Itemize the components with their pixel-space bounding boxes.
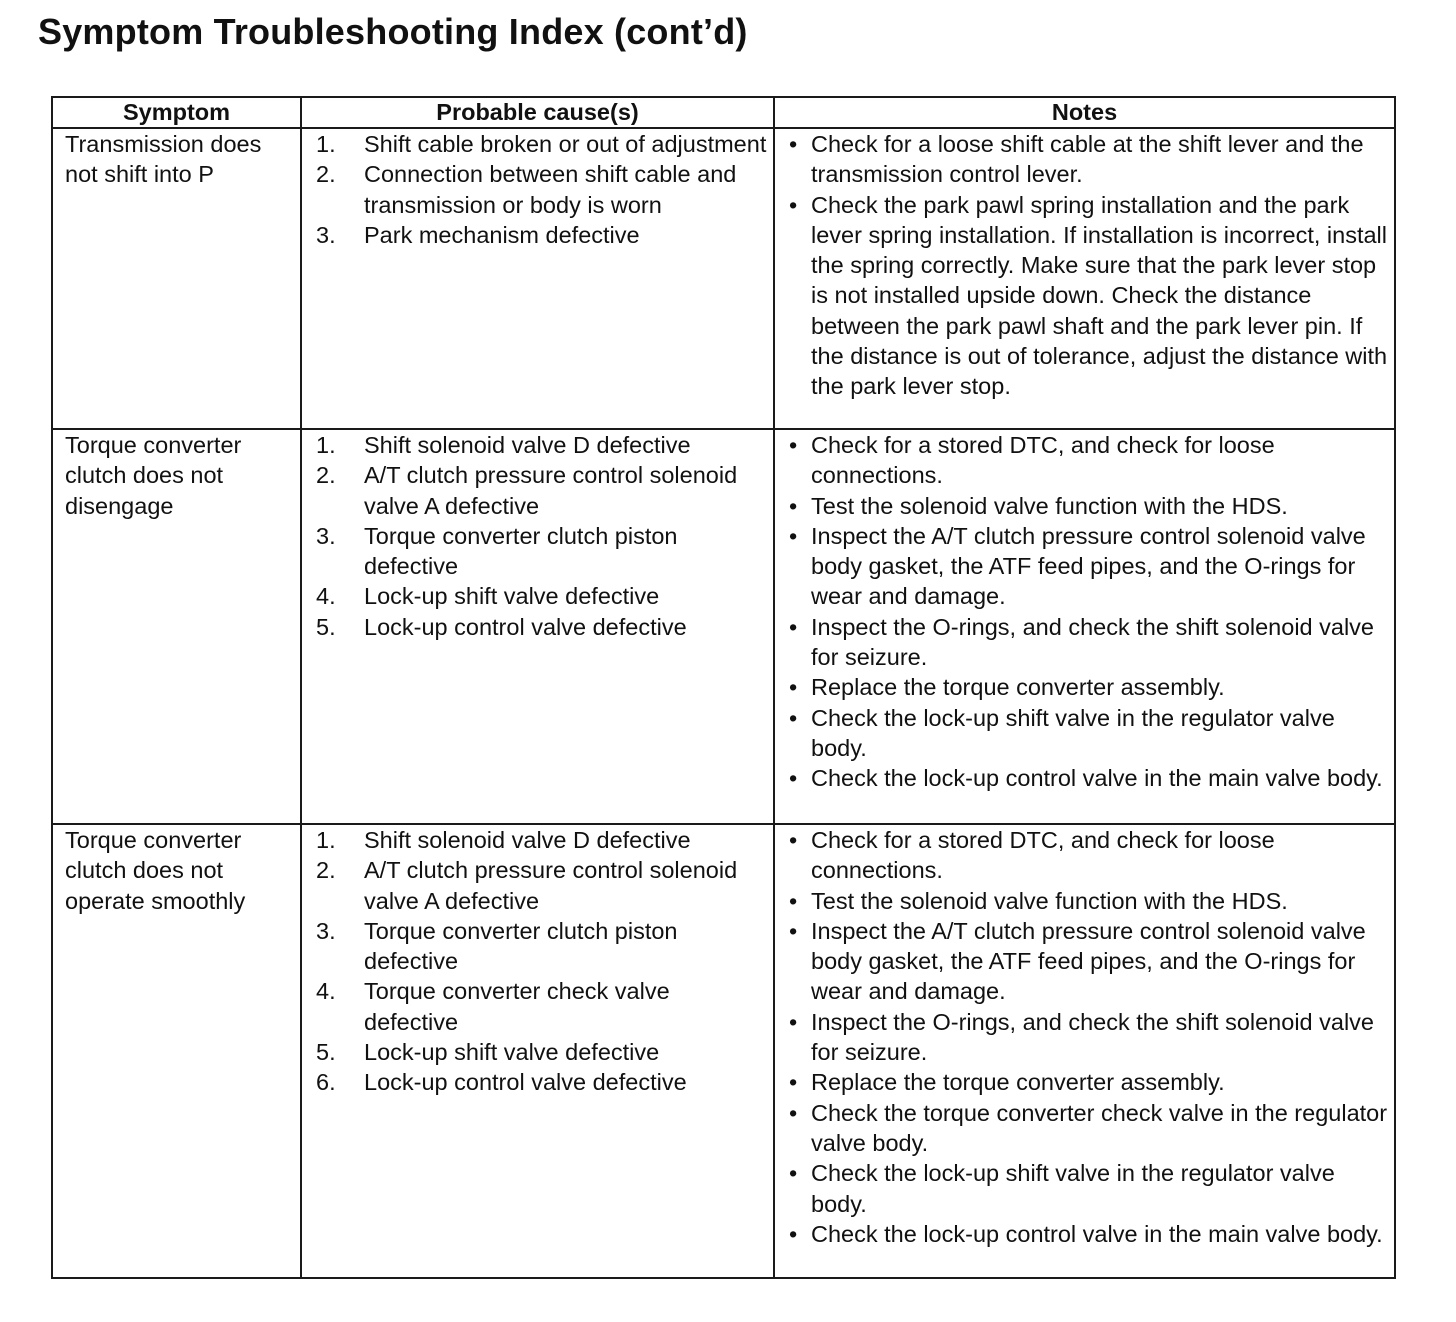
cause-number: 3. bbox=[316, 221, 336, 248]
cause-number: 5. bbox=[316, 613, 336, 640]
cause-number: 2. bbox=[316, 462, 336, 489]
notes-cell bbox=[774, 128, 1395, 429]
note-text: Check the lock-up control valve in the main valve body. bbox=[811, 1220, 1383, 1247]
cause-number: 1. bbox=[316, 432, 336, 458]
cause-text: Park mechanism defective bbox=[364, 221, 640, 248]
cause-text: Lock-up shift valve defective bbox=[364, 583, 660, 610]
troubleshooting-table bbox=[51, 96, 1396, 1279]
bullet-icon: • bbox=[789, 704, 798, 731]
note-item bbox=[787, 1067, 1388, 1097]
cause-text: Lock-up control valve defective bbox=[364, 613, 687, 640]
bullet-icon: • bbox=[789, 917, 798, 944]
notes-cell bbox=[774, 824, 1395, 1278]
note-item bbox=[787, 763, 1388, 793]
cause-number: 4. bbox=[316, 978, 336, 1005]
note-text: Check the lock-up control valve in the main valve body. bbox=[811, 765, 1383, 792]
page-title: Symptom Troubleshooting Index (cont’d) bbox=[38, 11, 748, 52]
symptom-cell: Torque converter clutch does not disengage bbox=[52, 429, 301, 824]
note-item bbox=[787, 825, 1388, 886]
cause-number: 4. bbox=[316, 583, 336, 610]
causes-list bbox=[316, 129, 767, 250]
bullet-icon: • bbox=[789, 827, 798, 853]
note-text: Inspect the O-rings, and check the shift solenoid valve for seizure. bbox=[811, 1008, 1375, 1066]
cause-item bbox=[316, 581, 767, 611]
note-item bbox=[787, 430, 1388, 491]
bullet-icon: • bbox=[789, 1099, 798, 1126]
note-text: Check the lock-up shift valve in the regulator valve body. bbox=[811, 704, 1335, 761]
bullet-icon: • bbox=[789, 492, 798, 519]
symptom-cell: Torque converter clutch does not operate smoothly bbox=[52, 824, 301, 1278]
cause-number: 3. bbox=[316, 917, 336, 944]
note-item bbox=[787, 916, 1388, 1007]
table-row bbox=[52, 824, 1395, 1278]
note-item bbox=[787, 1158, 1388, 1219]
cause-number: 1. bbox=[316, 131, 336, 157]
causes-cell bbox=[301, 824, 774, 1278]
cause-item bbox=[316, 1067, 767, 1097]
bullet-icon: • bbox=[789, 432, 798, 458]
header-symptom: Symptom bbox=[52, 97, 301, 128]
cause-text: Connection between shift cable and transmission or body is worn bbox=[364, 161, 737, 218]
header-notes: Notes bbox=[774, 97, 1395, 128]
notes-list bbox=[787, 129, 1388, 402]
notes-list bbox=[787, 430, 1388, 794]
note-item bbox=[787, 703, 1388, 764]
cause-item bbox=[316, 220, 767, 250]
note-text: Test the solenoid valve function with the HDS. bbox=[811, 887, 1288, 914]
cause-item bbox=[316, 612, 767, 642]
note-text: Inspect the A/T clutch pressure control solenoid valve body gasket, the ATF feed pipes, and the O-rings for wear and damage. bbox=[811, 522, 1366, 610]
header-probable-causes: Probable cause(s) bbox=[301, 97, 774, 128]
note-text: Check for a stored DTC, and check for loose connections. bbox=[811, 432, 1275, 489]
note-item bbox=[787, 190, 1388, 402]
note-text: Replace the torque converter assembly. bbox=[811, 674, 1225, 701]
cause-text: Shift solenoid valve D defective bbox=[364, 827, 691, 853]
cause-text: A/T clutch pressure control solenoid valve A defective bbox=[364, 857, 738, 914]
cause-number: 2. bbox=[316, 161, 336, 188]
note-text: Inspect the O-rings, and check the shift solenoid valve for seizure. bbox=[811, 613, 1375, 671]
note-item bbox=[787, 1219, 1388, 1249]
symptom-cell: Transmission does not shift into P bbox=[52, 128, 301, 429]
bullet-icon: • bbox=[789, 191, 798, 218]
table-header-row bbox=[52, 97, 1395, 128]
cause-number: 2. bbox=[316, 857, 336, 884]
table-row bbox=[52, 128, 1395, 429]
cause-text: Torque converter clutch piston defective bbox=[364, 522, 678, 580]
note-text: Check for a stored DTC, and check for loose connections. bbox=[811, 827, 1275, 884]
note-item bbox=[787, 672, 1388, 702]
notes-cell bbox=[774, 429, 1395, 824]
cause-text: Shift solenoid valve D defective bbox=[364, 432, 691, 458]
cause-number: 3. bbox=[316, 522, 336, 549]
bullet-icon: • bbox=[789, 1069, 798, 1096]
note-item bbox=[787, 1007, 1388, 1068]
note-text: Test the solenoid valve function with the HDS. bbox=[811, 492, 1288, 519]
note-text: Check for a loose shift cable at the shift lever and the transmission control lever. bbox=[811, 131, 1364, 188]
cause-item bbox=[316, 430, 767, 460]
note-text: Check the park pawl spring installation and the park lever spring installation. If installation is incorrect, install the spring correctly. Make sure that the park lever stop is not installed upside down. Check the distance between the park pawl shaft and the park lever pin. If the distance is out of tolerance, adjust the distance with the park lever stop. bbox=[811, 191, 1388, 400]
note-item bbox=[787, 129, 1388, 190]
bullet-icon: • bbox=[789, 1160, 798, 1187]
note-item bbox=[787, 886, 1388, 916]
cause-text: Shift cable broken or out of adjustment bbox=[364, 131, 767, 157]
cause-item bbox=[316, 825, 767, 855]
note-item bbox=[787, 1098, 1388, 1159]
cause-text: Lock-up shift valve defective bbox=[364, 1039, 660, 1066]
cause-text: Lock-up control valve defective bbox=[364, 1069, 687, 1096]
bullet-icon: • bbox=[789, 131, 798, 157]
cause-item bbox=[316, 916, 767, 977]
bullet-icon: • bbox=[789, 674, 798, 701]
cause-item bbox=[316, 460, 767, 521]
notes-list bbox=[787, 825, 1388, 1249]
cause-number: 1. bbox=[316, 827, 336, 853]
cause-item bbox=[316, 521, 767, 582]
bullet-icon: • bbox=[789, 887, 798, 914]
causes-cell bbox=[301, 429, 774, 824]
cause-text: Torque converter check valve defective bbox=[364, 978, 670, 1035]
cause-text: Torque converter clutch piston defective bbox=[364, 917, 678, 975]
note-text: Inspect the A/T clutch pressure control solenoid valve body gasket, the ATF feed pipes, and the O-rings for wear and damage. bbox=[811, 917, 1366, 1005]
note-text: Replace the torque converter assembly. bbox=[811, 1069, 1225, 1096]
bullet-icon: • bbox=[789, 613, 798, 640]
cause-number: 5. bbox=[316, 1039, 336, 1066]
cause-item bbox=[316, 1037, 767, 1067]
note-item bbox=[787, 612, 1388, 673]
note-text: Check the lock-up shift valve in the regulator valve body. bbox=[811, 1160, 1335, 1217]
causes-list bbox=[316, 825, 767, 1098]
note-item bbox=[787, 491, 1388, 521]
bullet-icon: • bbox=[789, 522, 798, 549]
cause-text: A/T clutch pressure control solenoid valve A defective bbox=[364, 462, 738, 519]
bullet-icon: • bbox=[789, 765, 798, 792]
cause-number: 6. bbox=[316, 1069, 336, 1096]
cause-item bbox=[316, 159, 767, 220]
cause-item bbox=[316, 129, 767, 159]
causes-list bbox=[316, 430, 767, 642]
cause-item bbox=[316, 855, 767, 916]
bullet-icon: • bbox=[789, 1220, 798, 1247]
cause-item bbox=[316, 976, 767, 1037]
bullet-icon: • bbox=[789, 1008, 798, 1035]
note-item bbox=[787, 521, 1388, 612]
note-text: Check the torque converter check valve in the regulator valve body. bbox=[811, 1099, 1388, 1156]
table-row bbox=[52, 429, 1395, 824]
causes-cell bbox=[301, 128, 774, 429]
